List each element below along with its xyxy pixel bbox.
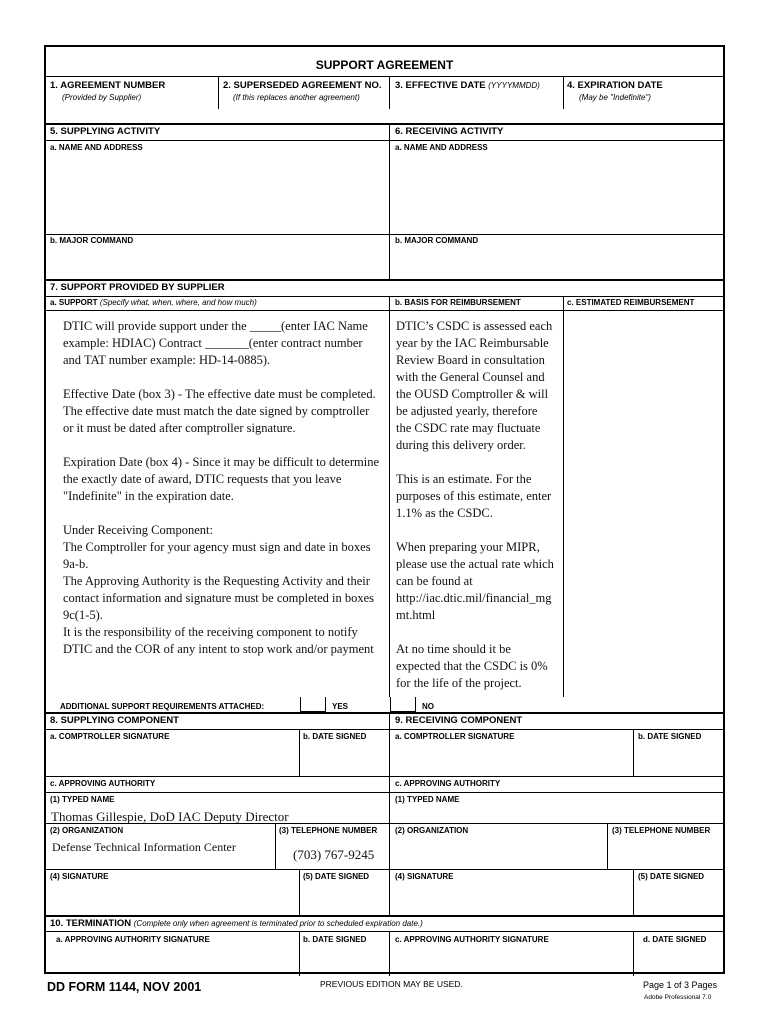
basis-text-line: DTIC’s CSDC is assessed each bbox=[396, 319, 553, 333]
supplying-typed-name-label: (1) TYPED NAME bbox=[50, 795, 115, 804]
basis-text-line: for the life of the project. bbox=[396, 676, 522, 690]
effective-date-label: 3. EFFECTIVE DATE (YYYYMMDD) bbox=[395, 80, 540, 91]
support-text-line: It is the responsibility of the receiving component to notify bbox=[63, 625, 358, 639]
supplying-date-signed-label: b. DATE SIGNED bbox=[303, 732, 367, 741]
divider bbox=[218, 76, 219, 109]
divider bbox=[46, 931, 723, 932]
termination-a-label: a. APPROVING AUTHORITY SIGNATURE bbox=[56, 935, 210, 944]
support-text-line: 9c(1-5). bbox=[63, 608, 103, 622]
support-text-line: Expiration Date (box 4) - Since it may be difficult to determine bbox=[63, 455, 379, 469]
yes-checkbox[interactable] bbox=[300, 697, 326, 712]
basis-text-line: http://iac.dtic.mil/financial_mg bbox=[396, 591, 552, 605]
no-checkbox[interactable] bbox=[390, 697, 416, 712]
supplying-name-address-label: a. NAME AND ADDRESS bbox=[50, 143, 143, 152]
support-label: a. SUPPORT (Specify what, when, where, and how much) bbox=[50, 298, 257, 307]
receiving-telephone-label: (3) TELEPHONE NUMBER bbox=[612, 826, 711, 835]
support-text-line: The effective date must match the date signed by comptroller bbox=[63, 404, 370, 418]
support-text-line: 9a-b. bbox=[63, 557, 89, 571]
superseded-agreement-hint: (If this replaces another agreement) bbox=[233, 93, 360, 102]
basis-text-line: When preparing your MIPR, bbox=[396, 540, 540, 554]
basis-text-line: be adjusted yearly, therefore bbox=[396, 404, 538, 418]
basis-text-line: year by the IAC Reimbursable bbox=[396, 336, 549, 350]
receiving-component-label: 9. RECEIVING COMPONENT bbox=[395, 715, 523, 726]
support-text-line: The Comptroller for your agency must sign and date in boxes bbox=[63, 540, 371, 554]
divider bbox=[607, 823, 608, 869]
receiving-major-command-label: b. MAJOR COMMAND bbox=[395, 236, 479, 245]
supplying-organization-label: (2) ORGANIZATION bbox=[50, 826, 124, 835]
divider bbox=[299, 729, 300, 776]
basis-text-line: during this delivery order. bbox=[396, 438, 526, 452]
supplying-telephone-value[interactable]: (703) 767-9245 bbox=[293, 847, 375, 862]
divider bbox=[389, 123, 390, 280]
no-label: NO bbox=[422, 702, 434, 711]
supplying-comptroller-signature-label: a. COMPTROLLER SIGNATURE bbox=[50, 732, 170, 741]
divider bbox=[46, 123, 723, 125]
divider bbox=[46, 792, 723, 793]
divider bbox=[299, 931, 300, 976]
estimated-reimbursement-label: c. ESTIMATED REIMBURSEMENT bbox=[567, 298, 695, 307]
basis-text-line: with the General Counsel and bbox=[396, 370, 545, 384]
divider bbox=[46, 729, 723, 730]
agreement-number-label: 1. AGREEMENT NUMBER bbox=[50, 80, 166, 91]
support-text-line: the exactly date of award, DTIC requests that you leave bbox=[63, 472, 342, 486]
basis-text-line bbox=[396, 522, 554, 539]
support-text-line bbox=[63, 437, 379, 454]
divider bbox=[633, 931, 634, 976]
support-text-line bbox=[63, 369, 379, 386]
support-text-line: DTIC and the COR of any intent to stop work and/or payment bbox=[63, 642, 374, 656]
form-id: DD FORM 1144, NOV 2001 bbox=[47, 980, 202, 994]
superseded-agreement-label: 2. SUPERSEDED AGREEMENT NO. bbox=[223, 80, 382, 91]
divider bbox=[389, 931, 390, 976]
basis-text-line: can be found at bbox=[396, 574, 473, 588]
support-text-line: Under Receiving Component: bbox=[63, 523, 213, 537]
termination-d-label: d. DATE SIGNED bbox=[643, 935, 707, 944]
divider bbox=[563, 76, 564, 109]
basis-text-line: 1.1% as the CSDC. bbox=[396, 506, 493, 520]
receiving-activity-label: 6. RECEIVING ACTIVITY bbox=[395, 126, 504, 137]
divider bbox=[46, 712, 723, 714]
expiration-date-hint: (May be "Indefinite") bbox=[579, 93, 651, 102]
supplying-activity-label: 5. SUPPLYING ACTIVITY bbox=[50, 126, 161, 137]
support-text-line: or it must be dated after comptroller signature. bbox=[63, 421, 296, 435]
divider bbox=[46, 296, 723, 297]
supplying-telephone-label: (3) TELEPHONE NUMBER bbox=[279, 826, 378, 835]
divider bbox=[275, 823, 276, 869]
support-text-line bbox=[63, 505, 379, 522]
divider bbox=[46, 279, 723, 281]
supplying-component-label: 8. SUPPLYING COMPONENT bbox=[50, 715, 179, 726]
form-title: SUPPORT AGREEMENT bbox=[315, 58, 454, 72]
support-text-line: Effective Date (box 3) - The effective date must be completed. bbox=[63, 387, 376, 401]
supplying-date-signed5-label: (5) DATE SIGNED bbox=[303, 872, 370, 881]
receiving-name-address-label: a. NAME AND ADDRESS bbox=[395, 143, 488, 152]
supplying-approving-authority-label: c. APPROVING AUTHORITY bbox=[50, 779, 156, 788]
basis-text-line: the CSDC rate may fluctuate bbox=[396, 421, 541, 435]
divider bbox=[46, 823, 723, 824]
support-text-line: "Indefinite" in the expiration date. bbox=[63, 489, 234, 503]
support-text-line: and TAT number example: HD-14-0885). bbox=[63, 353, 271, 367]
termination-b-label: b. DATE SIGNED bbox=[303, 935, 367, 944]
page-indicator: Page 1 of 3 Pages bbox=[643, 980, 718, 990]
divider bbox=[633, 869, 634, 916]
termination-label: 10. TERMINATION (Complete only when agreement is terminated prior to scheduled expiration date.) bbox=[50, 918, 423, 929]
support-text bbox=[63, 318, 379, 658]
yes-label: YES bbox=[332, 702, 349, 711]
receiving-signature-label: (4) SIGNATURE bbox=[395, 872, 454, 881]
receiving-date-signed-label: b. DATE SIGNED bbox=[638, 732, 702, 741]
supplying-signature-label: (4) SIGNATURE bbox=[50, 872, 109, 881]
basis-text-line: mt.html bbox=[396, 608, 436, 622]
support-text-line: contact information and signature must be completed in boxes bbox=[63, 591, 375, 605]
basis-text-line: purposes of this estimate, enter bbox=[396, 489, 552, 503]
divider bbox=[389, 712, 390, 916]
divider bbox=[46, 915, 723, 917]
supplying-organization-value[interactable]: Defense Technical Information Center bbox=[52, 840, 236, 854]
agreement-number-field[interactable] bbox=[47, 105, 217, 108]
basis-text bbox=[396, 318, 554, 692]
receiving-comptroller-signature-label: a. COMPTROLLER SIGNATURE bbox=[395, 732, 515, 741]
basis-text-line: expected that the CSDC is 0% bbox=[396, 659, 548, 673]
receiving-date-signed5-label: (5) DATE SIGNED bbox=[638, 872, 705, 881]
agreement-number-hint: (Provided by Supplier) bbox=[62, 93, 142, 102]
additional-support-label: ADDITIONAL SUPPORT REQUIREMENTS ATTACHED: bbox=[60, 702, 265, 711]
basis-text-line: please use the actual rate which bbox=[396, 557, 554, 571]
basis-label: b. BASIS FOR REIMBURSEMENT bbox=[395, 298, 521, 307]
divider bbox=[46, 310, 723, 311]
support-text-line: The Approving Authority is the Requesting Activity and their bbox=[63, 574, 370, 588]
divider bbox=[46, 869, 723, 870]
expiration-date-label: 4. EXPIRATION DATE bbox=[567, 80, 663, 91]
basis-text-line: the OUSD Comptroller & will bbox=[396, 387, 549, 401]
divider bbox=[46, 234, 723, 235]
support-provided-label: 7. SUPPORT PROVIDED BY SUPPLIER bbox=[50, 282, 225, 293]
support-agreement-form bbox=[44, 45, 725, 974]
divider bbox=[299, 869, 300, 916]
support-text-line: DTIC will provide support under the _____(enter IAC Name bbox=[63, 319, 368, 333]
divider bbox=[46, 776, 723, 777]
previous-edition-note: PREVIOUS EDITION MAY BE USED. bbox=[320, 979, 463, 989]
supplying-typed-name-value[interactable]: Thomas Gillespie, DoD IAC Deputy Director bbox=[51, 809, 289, 824]
divider bbox=[46, 140, 723, 141]
termination-c-label: c. APPROVING AUTHORITY SIGNATURE bbox=[395, 935, 549, 944]
basis-text-line bbox=[396, 454, 554, 471]
receiving-approving-authority-label: c. APPROVING AUTHORITY bbox=[395, 779, 501, 788]
receiving-organization-label: (2) ORGANIZATION bbox=[395, 826, 469, 835]
software-note: Adobe Professional 7.0 bbox=[644, 994, 712, 1001]
divider bbox=[46, 76, 723, 77]
receiving-typed-name-label: (1) TYPED NAME bbox=[395, 795, 460, 804]
basis-text-line: This is an estimate. For the bbox=[396, 472, 532, 486]
basis-text-line: At no time should it be bbox=[396, 642, 511, 656]
divider bbox=[633, 729, 634, 776]
basis-text-line bbox=[396, 624, 554, 641]
divider bbox=[389, 76, 390, 109]
basis-text-line: Review Board in consultation bbox=[396, 353, 545, 367]
support-text-line: example: HDIAC) Contract _______(enter contract number bbox=[63, 336, 363, 350]
divider bbox=[389, 296, 390, 697]
supplying-major-command-label: b. MAJOR COMMAND bbox=[50, 236, 134, 245]
divider bbox=[563, 296, 564, 697]
